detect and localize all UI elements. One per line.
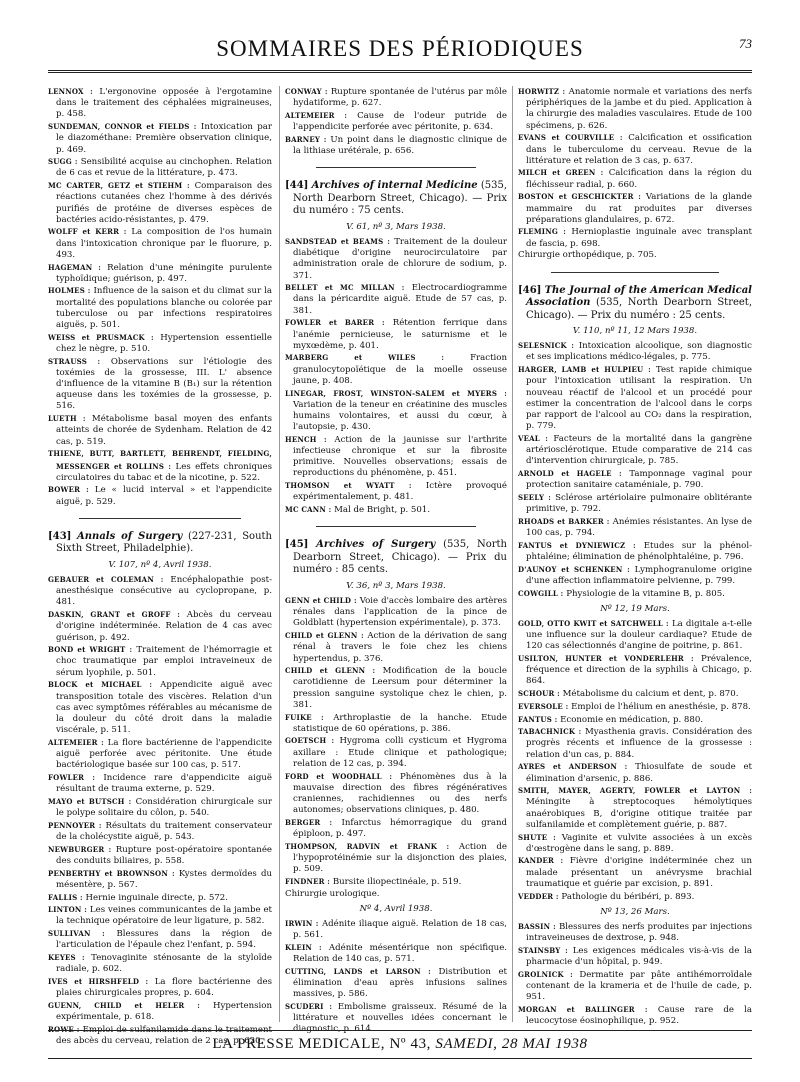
article-title: La flore bactérienne des plaies chirurgicales propres, p. 604. (56, 976, 273, 999)
article-entry (518, 785, 752, 831)
article-title: Hypertension expérimentale, p. 618. (56, 1000, 272, 1023)
article-entry (285, 630, 507, 665)
journal-number: [46] (518, 284, 542, 296)
article-authors: BOND et WRIGHT : (48, 645, 133, 655)
article-title: Myasthenia gravis. Considération des progrès récents et influence de la grossesse : relation d'un cas, p. 884. (526, 727, 753, 760)
article-title: Adénite iliaque aiguë. Relation de 18 cas, p. 561. (293, 918, 507, 941)
article-title: Encéphalopathie post-anesthésique consécutive au cyclopropane, p. 481. (56, 575, 272, 608)
article-authors: BOWER : (48, 485, 89, 495)
article-entry (518, 714, 752, 726)
article-entry (48, 285, 272, 331)
article-entry (518, 340, 752, 363)
article-authors: WEISS et PRUSMACK : (48, 332, 154, 342)
article-authors: ALTEMEIER : (285, 110, 348, 120)
journal-heading (285, 180, 507, 218)
article-authors: LINTON : (48, 905, 88, 915)
volume-issue: Nº 13, 26 Mars. (600, 906, 670, 917)
section-separator (316, 167, 476, 168)
article-title: Calcification et ossification dans le tuberculome du cerveau. Revue de la littérature et relation de 3 cas, p. 637. (526, 133, 753, 166)
article-authors: MAYO et BUTSCH : (48, 796, 132, 806)
article-title: Action de l'hypoprotéinémie sur la disjonction des plaies, p. 509. (293, 841, 508, 875)
article-authors: HORWITZ : (518, 87, 566, 96)
article-entry (518, 969, 752, 1004)
article-entry (285, 86, 507, 109)
article-title: Physiologie de la vitamine B, p. 805. (566, 588, 725, 599)
journal-address: (535, North Dearborn Street, Chicago). — Prix du numéro : 75 cents. (293, 180, 508, 217)
article-title: Embolisme graisseux. Résumé de la littérature et nouvelles idées concernant le diagnostic, p. 614. (293, 1001, 507, 1035)
article-entry (518, 653, 752, 688)
article-authors: HARGER, LAMB et HULPIEU : (518, 365, 651, 375)
article-title: La flore bactérienne de l'appendicite aiguë perforée avec péritonite. Une étude bactériologique basée sur 100 cas, p. 517. (56, 737, 273, 771)
article-entry (48, 484, 272, 507)
article-authors: NEWBURGER : (48, 844, 112, 854)
article-authors: KANDER : (518, 856, 564, 866)
article-title: Prévalence, fréquence et direction de la syphilis à Chicago, p. 864. (526, 654, 752, 687)
article-entry (48, 262, 272, 285)
journal-number: [43] (48, 530, 72, 542)
article-authors: SUNDEMAN, CONNOR et FIELDS : (48, 122, 197, 132)
article-authors: PENBERTHY et BROWNSON : (48, 868, 175, 878)
article-entry (518, 86, 752, 132)
article-entry (48, 928, 272, 951)
article-title: Anatomie normale et variations des nerfs périphériques de la jambe et du pied. Application à la chirurgie des maladies vasculaires. Etude de 100 spécimens, p. 626. (526, 87, 752, 131)
article-entry (48, 820, 272, 843)
article-entry (518, 588, 752, 600)
article-authors: BERGER : (285, 817, 333, 827)
article-title: Phénomènes dus à la mauvaise direction des fibres régénératives craniennes, rachidiennes ou des nerfs autonomes; observations cliniques, p. 480. (293, 771, 508, 816)
article-title: Rupture post-opératoire spontanée des conduits biliaires, p. 558. (56, 844, 272, 866)
article-authors: LENNOX : (48, 87, 93, 96)
page-header (48, 30, 752, 64)
article-authors: IRWIN : (285, 918, 319, 928)
article-title: Les exigences médicales vis-à-vis de la pharmacie d'un hôpital, p. 949. (526, 945, 752, 968)
article-entry (518, 191, 752, 226)
article-title: Métabolisme basal moyen des enfants atteints de chorée de Sydenham. Relation de 42 cas, p. 519. (56, 414, 273, 447)
footer-rule (48, 1030, 752, 1031)
article-entry (285, 282, 507, 317)
article-entry (48, 1000, 272, 1023)
article-authors: ROWE : (48, 1024, 80, 1034)
article-title: Ictère provoqué expérimentalement, p. 481. (293, 481, 508, 503)
article-title: Résultats du traitement conservateur de la cholécystite aiguë, p. 543. (56, 820, 272, 842)
article-entry (518, 564, 752, 587)
article-title: Anémies résistantes. An lyse de 100 cas, p. 794. (526, 516, 752, 538)
article-entry (285, 504, 507, 516)
article-entry (285, 876, 507, 888)
article-authors: MC CANN : (285, 505, 332, 515)
article-title: Hypertension essentielle chez le nègre, p. 510. (56, 332, 272, 354)
article-entry (285, 712, 507, 735)
article-entry (285, 595, 507, 630)
article-title: Relation d'une méningite purulente typhoïdique; guérison, p. 497. (56, 262, 272, 284)
article-title: Les veines communicantes de la jambe et la technique opératoire de leur ligature, p. 582. (56, 905, 273, 927)
article-entry (48, 772, 272, 795)
article-authors: STRAUSS : (48, 356, 101, 366)
article-title: Les effets chroniques circulatoires du tabac et de la nicotine, p. 522. (56, 461, 272, 483)
article-authors: KEYES : (48, 953, 85, 963)
article-title: Variations de la glande mammaire du rat produites par diverses préparations glandulaires, p. 672. (526, 192, 752, 225)
article-authors: SUGG : (48, 157, 78, 167)
volume-issue: V. 61, nº 3, Mars 1938. (346, 221, 446, 232)
article-entry (48, 609, 272, 644)
article-authors: FANTUS : (518, 714, 558, 724)
article-entry (518, 468, 752, 491)
article-title: Lymphogranulome origine d'une affection inflammatoire pelvienne, p. 799. (526, 564, 752, 586)
article-entry (518, 921, 752, 944)
column-3 (518, 86, 752, 1026)
article-title: Fièvre d'origine indéterminée chez un malade présentant un anévrysme brachial traumatique et guérie par excision, p. 891. (526, 856, 752, 889)
article-title: Action de la dérivation de sang rénal à travers le foie chez les chiens hypertendus, p. 376. (293, 631, 507, 664)
article-authors: THOMPSON, RADVIN et FRANK : (285, 841, 450, 851)
article-title: Thiosulfate de soude et élimination d'arsenic, p. 886. (526, 762, 752, 784)
article-title: Hernioplastie inguinale avec transplant de fascia, p. 698. (526, 227, 752, 249)
article-title: Méningite à streptocoques hémolytiques anaérobiques B, d'origine otitique traitée par sulfanilamide et complètement guérie, p. 887. (526, 797, 752, 830)
article-entry (48, 892, 272, 904)
article-title: Electrocardiogramme dans la péricardite aiguë. Etude de 57 cas, p. 381. (293, 283, 507, 316)
header-rule (48, 70, 752, 73)
article-entry (518, 688, 752, 700)
article-authors: GOLD, OTTO KWIT et SATCHWELL : (518, 618, 669, 628)
article-authors: FORD et WOODHALL : (285, 771, 393, 781)
footer-rule-bottom (48, 1058, 752, 1059)
article-title: Cause rare de la leucocytose éosinophilique, p. 952. (526, 1004, 753, 1027)
article-authors: AYRES et ANDERSON : (518, 762, 628, 772)
article-authors: LINEGAR, FROST, WINSTON-SALEM et MYERS : (285, 388, 507, 398)
article-authors: FOWLER et BARER : (285, 318, 385, 328)
article-authors: THOMSON et WYATT : (285, 481, 412, 491)
article-title: Mal de Bright, p. 501. (334, 505, 431, 516)
article-title: Blessures des nerfs produites par injections intraveineuses de dextrose, p. 948. (526, 922, 752, 944)
article-entry (518, 167, 752, 190)
article-title: Adénite mésentérique non spécifique. Relation de 140 cas, p. 571. (293, 942, 508, 965)
article-authors: COWGILL : (518, 588, 564, 598)
article-authors: MARBERG et WILES : (285, 353, 445, 363)
article-title: Un point dans le diagnostic clinique de la lithiase urétérale, p. 656. (293, 134, 507, 157)
article-entry (518, 132, 752, 167)
article-authors: GUENN, CHILD et HELER : (48, 1000, 201, 1010)
article-entry (48, 868, 272, 891)
article-title: Traitement de la douleur diabétique d'origine neurocirculatoire par administration orale de chlorure de sodium, p. 371. (293, 236, 507, 281)
article-entry (518, 761, 752, 784)
article-title: Pathologie du béribéri, p. 893. (561, 891, 695, 902)
journal-title: The Journal of the American Medical Association (526, 284, 752, 309)
article-entry (285, 434, 507, 480)
article-authors: SHUTE : (518, 832, 556, 842)
article-title: Rupture spontanée de l'utérus par môle hydatiforme, p. 627. (293, 87, 508, 109)
article-title: Sclérose artériolaire pulmonaire oblitérante primitive, p. 792. (526, 492, 752, 515)
article-entry (285, 388, 507, 434)
article-authors: FUIKE : (285, 712, 324, 722)
article-entry (48, 180, 272, 226)
article-authors: BASSIN : (518, 922, 556, 931)
footer-number: Nº 43, (389, 1036, 432, 1052)
article-entry (285, 942, 507, 965)
article-title: Appendicite aiguë avec transposition totale des viscères. Relation d'un cas avec symptômes référables au mécanisme de la douleur du côté droit dans la maladie viscérale, p. 511. (56, 680, 273, 736)
journal-title: Archives of Surgery (316, 539, 436, 551)
article-title: Abcès du cerveau d'origine indéterminée. Relation de 4 cas avec guérison, p. 492. (56, 610, 273, 643)
article-authors: SCHOUR : (518, 689, 560, 699)
article-authors: BLOCK et MICHAEL : (48, 680, 153, 690)
article-authors: ARNOLD et HAGELE : (518, 468, 622, 478)
article-authors: GROLNICK : (518, 969, 573, 979)
page-number: 73 (739, 36, 752, 51)
article-entry (518, 945, 752, 968)
article-entry (48, 574, 272, 609)
journal-heading (285, 539, 507, 577)
article-title: Hygroma colli cysticum et Hygroma axillare : Etude clinique et pathologique; relation de 12 cas, p. 394. (293, 736, 507, 769)
article-title: Modification de la boucle carotidienne de Leersum pour déterminer la pression sanguine systolique chez le chien, p. 381. (293, 666, 507, 710)
article-authors: IVES et HIRSHFELD : (48, 976, 149, 986)
article-entry (48, 413, 272, 448)
article-title: Kystes dermoïdes du mésentère, p. 567. (56, 868, 272, 890)
article-entry (285, 771, 507, 817)
article-title: L'ergonovine opposée à l'ergotamine dans le traitement des céphalées migraineuses, p. 458. (56, 87, 272, 120)
journal-address: (535, North Dearborn Street, Chicago). — Prix du numéro : 85 cents. (293, 539, 507, 576)
article-title: Intoxication par le diazométhane: Première observation clinique, p. 469. (56, 122, 272, 155)
volume-issue: Nº 12, 19 Mars. (600, 603, 670, 614)
journal-address: (227-231, South Sixth Street, Philadelphie). (56, 530, 272, 555)
article-title: Test rapide chimique pour l'intoxication utilisant la respiration. Un nouveau réactif de l'alcool et un procédé pour estimer la concentration de l'alcool dans le corps par rapport de l'alcool au CO₂ dans la respiration, p. 779. (526, 365, 752, 432)
article-authors: STAINSBY : (518, 945, 568, 955)
article-authors: USILTON, HUNTER et VONDERLEHR : (518, 654, 694, 664)
article-title: La digitale a-t-elle une influence sur la douleur cardiaque? Etude de 120 cas sélectionnés d'angine de poitrine, p. 861. (526, 618, 752, 652)
article-title: Influence de la saison et du climat sur la mortalité des populations blanche ou colorée par tuberculose ou par infections respiratoires aiguës, p. 501. (56, 286, 272, 331)
column-2 (285, 86, 508, 1035)
article-title: Calcification dans la région du fléchisseur radial, p. 660. (526, 168, 752, 190)
article-entry (518, 226, 752, 249)
footer-journal: LA PRESSE MEDICALE, (212, 1036, 386, 1052)
article-authors: BARNEY : (285, 134, 327, 144)
article-entry (518, 832, 752, 855)
article-authors: VEAL : (518, 433, 548, 443)
article-entry (48, 796, 272, 819)
article-authors: MILCH et GREEN : (518, 168, 604, 178)
column-1 (48, 86, 273, 1046)
journal-number: [45] (285, 539, 309, 551)
volume-issue: V. 107, nº 4, Avril 1938. (108, 559, 212, 570)
article-title: Vaginite et vulvite associées à un excès d'œstrogène dans le sang, p. 889. (526, 832, 752, 854)
article-title: Traitement de l'hémorragie et choc traumatique par emploi intraveineux de sérum lyophile, p. 501. (56, 645, 273, 678)
article-authors: HOLMES : (48, 286, 91, 296)
journal-title: Annals of Surgery (77, 530, 183, 542)
article-entry (48, 904, 272, 927)
article-title: Métabolisme du calcium et dent, p. 870. (562, 689, 739, 700)
article-title: Incidence rare d'appendicite aiguë résultant de trauma externe, p. 529. (56, 772, 273, 795)
article-authors: BOSTON et GESCHICKTER : (518, 192, 642, 202)
article-title: Considération chirurgicale sur le polype solitaire du côlon, p. 540. (56, 796, 272, 819)
article-authors: DASKIN, GRANT et GROFF : (48, 610, 180, 620)
article-entry (518, 891, 752, 903)
article-entry (48, 156, 272, 179)
journal-heading (48, 531, 272, 556)
article-authors: GOETSCH : (285, 736, 335, 746)
article-entry (285, 480, 507, 503)
volume-issue: Nº 4, Avril 1938. (359, 903, 433, 914)
article-entry (48, 86, 272, 121)
article-authors: EVERSOLE : (518, 701, 569, 711)
article-authors: ALTEMEIER : (48, 737, 104, 747)
article-title: Facteurs de la mortalité dans la gangrène artériosclérotique. Etude comparative de 214 cas d'intervention chirurgicale, p. 785. (526, 433, 753, 467)
article-entry: Chirurgie urologique. (285, 888, 380, 899)
article-title: Fraction granulocytopoïétique de la moelle osseuse jaune, p. 408. (293, 353, 507, 386)
article-authors: RHOADS et BARKER : (518, 516, 610, 526)
article-entry (48, 976, 272, 999)
article-title: Infarctus hémorragique du grand épiploon, p. 497. (293, 817, 507, 840)
article-entry (48, 679, 272, 736)
article-authors: KLEIN : (285, 942, 322, 952)
article-authors: FALLIS : (48, 892, 83, 902)
article-authors: BELLET et MC MILLAN : (285, 283, 405, 293)
article-authors: FLEMING : (518, 227, 567, 237)
article-entry (48, 737, 272, 772)
article-title: Etudes sur la phénol-phtaléine; élimination de phénolphtaléine, p. 796. (526, 540, 752, 562)
article-authors: HAGEMAN : (48, 262, 102, 272)
article-authors: SANDSTEAD et BEAMS : (285, 236, 391, 246)
article-title: Emploi de l'hélium en anesthésie, p. 878. (571, 701, 751, 712)
article-title: Rétention ferrique dans l'anémie pernicieuse, le saturnisme et le myxœdème, p. 401. (293, 318, 507, 351)
article-entry (518, 726, 752, 761)
article-title: Cause de l'odeur putride de l'appendicite perforée avec péritonite, p. 634. (293, 110, 508, 133)
article-entry (48, 226, 272, 261)
article-authors: VEDDER : (518, 891, 559, 901)
article-entry (285, 817, 507, 840)
article-title: Dermatite par pâte antihémorroïdale contenant de la krameria et de l'huile de cade, p. 951. (526, 969, 753, 1003)
article-title: Tenovaginite sténosante de la styloïde radiale, p. 602. (56, 953, 272, 975)
article-title: Action de la jaunisse sur l'arthrite infectieuse chronique et sur la fibrosite primitive. Nouvelles observations; essais de reproductions du phénomène, p. 451. (293, 434, 507, 479)
article-authors: MORGAN et BALLINGER : (518, 1004, 648, 1014)
article-entry (518, 1004, 752, 1027)
article-title: Voie d'accès lombaire des artères rénales dans l'application de la pince de Goldblatt (hypertension expérimentale), p. 373. (293, 596, 507, 629)
article-entry (518, 516, 752, 539)
article-entry (48, 121, 272, 156)
article-entry (518, 618, 752, 653)
article-entry (285, 966, 507, 1001)
article-entry (518, 433, 752, 468)
article-authors: LUETH : (48, 414, 86, 424)
section-separator (551, 272, 719, 273)
volume-issue: V. 110, nº 11, 12 Mars 1938. (572, 326, 698, 337)
article-authors: HENCH : (285, 434, 327, 444)
article-authors: FINDNER : (285, 876, 331, 886)
article-authors: TABACHNICK : (518, 727, 582, 737)
article-entry (285, 110, 507, 133)
footer-date: SAMEDI, 28 MAI 1938 (435, 1036, 588, 1052)
article-authors: CUTTING, LANDS et LARSON : (285, 966, 431, 976)
article-entry (48, 844, 272, 867)
article-title: Observations sur l'étiologie des toxémies de la grossesse, III. L' absence d'influence de la vitamine B (B₁) sur la rétention aqueuse dans les toxémies de la grossesse, p. 516. (56, 356, 272, 412)
article-authors: FOWLER : (48, 772, 96, 782)
article-authors: CONWAY : (285, 87, 328, 96)
article-title: Sensibilité acquise au cinchophen. Relation de 6 cas et revue de la littérature, p. 473. (56, 157, 272, 179)
article-authors: PENNOYER : (48, 820, 102, 830)
article-title: Variation de la teneur en créatinine des muscles humains volontaires, et aussi du cœur, à l'autopsie, p. 430. (293, 399, 507, 433)
article-title: Blessures dans la région de l'articulation de l'épaule chez l'enfant, p. 594. (56, 929, 272, 951)
article-title: Economie en médication, p. 880. (560, 714, 704, 725)
article-entry (285, 317, 507, 352)
article-authors: CHILD et GLENN : (285, 666, 376, 676)
page-footer (48, 1036, 752, 1053)
article-title: Bursite iliopectinéale, p. 519. (332, 876, 462, 887)
section-separator (316, 526, 476, 527)
article-entry (518, 540, 752, 563)
article-authors: GENN et CHILD : (285, 596, 357, 605)
article-title: Comparaison des réactions cutanées chez l'homme à des dérivés purifiés de protéine de diverses espèces de bactéries acido-résistantes, p. 479. (56, 181, 272, 225)
article-authors: SMITH, MAYER, AGERTY, FOWLER et LAYTON : (518, 786, 752, 796)
article-authors: D'AUNOY et SCHENKEN : (518, 564, 630, 574)
section-separator (79, 518, 240, 519)
article-entry (285, 665, 507, 711)
column-divider (279, 86, 280, 1022)
article-title: Le « lucid interval » et l'appendicite aiguë, p. 529. (56, 485, 272, 507)
article-entry (518, 701, 752, 713)
article-entry (48, 952, 272, 975)
article-authors: SELESNICK : (518, 341, 575, 351)
journal-title: Archives of internal Medicine (311, 180, 478, 192)
journal-heading (518, 285, 752, 323)
article-entry (285, 841, 507, 876)
article-authors: WOLFF et KERR : (48, 227, 127, 237)
article-authors: GEBAUER et COLEMAN : (48, 575, 164, 585)
article-title: Distribution et élimination d'eau après infusions salines massives, p. 586. (293, 966, 507, 1000)
article-entry (285, 735, 507, 770)
article-title: La composition de l'os humain dans l'intoxication chronique par le fluorure, p. 493. (56, 227, 272, 260)
article-entry (285, 236, 507, 282)
article-authors: SEELY : (518, 492, 551, 502)
article-authors: SCUDERI : (285, 1001, 333, 1011)
article-entry (285, 352, 507, 387)
article-title: Arthroplastie de la hanche. Etude statistique de 60 opérations, p. 386. (293, 712, 507, 734)
article-authors: EVANS et COURVILLE : (518, 133, 623, 143)
volume-issue: V. 36, nº 3, Mars 1938. (346, 580, 446, 591)
article-authors: SULLIVAN : (48, 929, 105, 939)
article-entry (285, 134, 507, 157)
article-entry (285, 918, 507, 941)
article-entry (48, 448, 272, 484)
article-title: Emploi de sulfanilamide dans le traitement des abcès du cerveau, relation de 2 cas, p. 620. (56, 1024, 273, 1046)
article-title: Tamponnage vaginal pour protection sanitaire cataméniale, p. 790. (526, 468, 752, 491)
article-entry (518, 492, 752, 515)
article-entry (518, 364, 752, 432)
article-entry (518, 855, 752, 890)
journal-address: (535, North Dearborn Street, Chicago). — Prix du numéro : 25 cents. (526, 297, 753, 321)
journal-number: [44] (285, 180, 309, 192)
article-authors: FANTUS et DYNIEWICZ : (518, 540, 636, 550)
article-authors: MC CARTER, GETZ et STIEHM : (48, 181, 190, 191)
article-entry (48, 644, 272, 679)
column-divider (512, 86, 513, 1022)
article-entry (48, 356, 272, 413)
article-authors: THIENE, BUTT, BARTLETT, BEHRENDT, FIELDING, MESSENGER et ROLLINS : (48, 449, 272, 471)
page-title: SOMMAIRES DES PÉRIODIQUES (216, 36, 584, 61)
article-authors: CHILD et GLENN : (285, 631, 364, 641)
article-entry: Chirurgie orthopédique, p. 705. (518, 250, 657, 261)
article-title: Intoxication alcoolique, son diagnostic et ses implications médico-légales, p. 775. (526, 341, 752, 363)
article-title: Hernie inguinale directe, p. 572. (85, 892, 228, 903)
article-entry (48, 332, 272, 355)
